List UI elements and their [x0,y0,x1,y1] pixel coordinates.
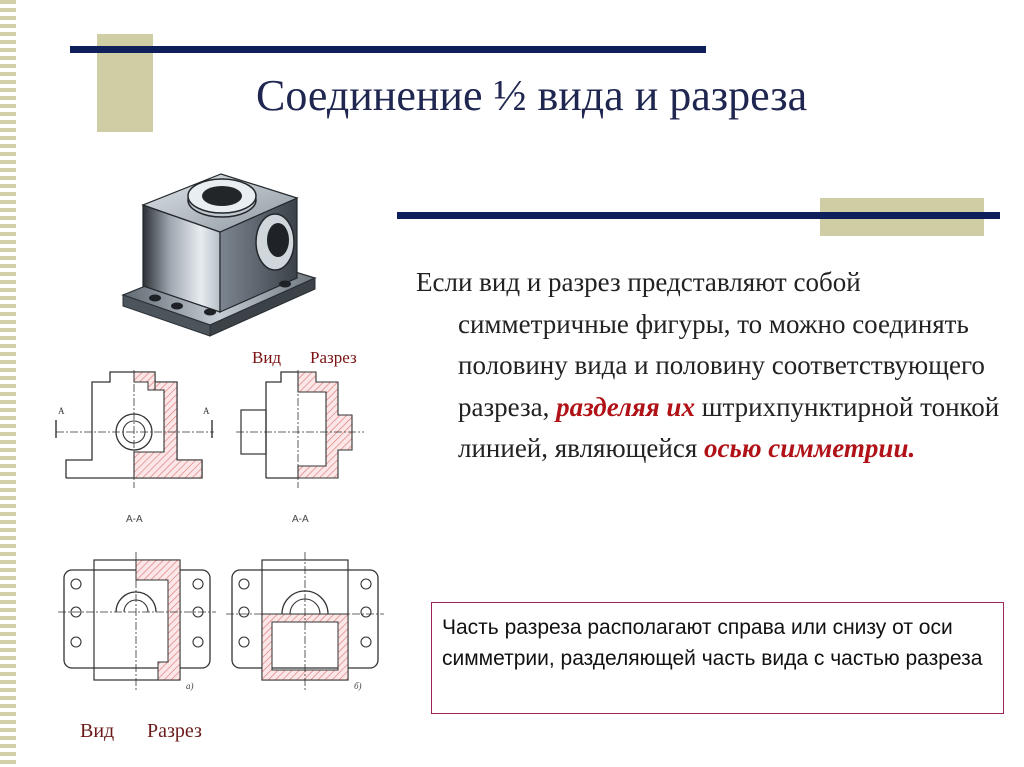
variant-b-mark: б) [354,681,362,691]
note-box: Часть разреза располагают справа или снизу от оси симметрии, разделяющей часть вида с частью разреза [431,602,1004,714]
body-emphasis-axis: осью симметрии [704,433,909,463]
isometric-part-illustration [115,160,325,345]
body-rule [397,212,1000,219]
slide-title: Соединение ½ вида и разреза [256,71,808,120]
section-mark-right: А [203,406,210,416]
top-view-label: Вид [252,348,282,367]
top-view-variant-a-drawing [58,552,218,697]
body-text-part-1: Если вид и разрез представляют собой симметричные фигуры, то можно соединять половину вида и половину соответствующего разреза, [416,267,985,422]
top-view-variant-b-drawing [226,552,386,697]
bottom-view-label: Вид [80,720,115,742]
side-view-half-section-drawing [236,370,366,495]
bottom-section-label: Разрез [147,720,202,742]
variant-a-mark: а) [186,681,194,691]
front-view-half-section-drawing [52,370,217,495]
top-section-label: Разрез [310,348,357,367]
section-caption-right: А-А [292,514,309,525]
title-rule [70,46,706,53]
body-text [416,262,1018,470]
section-mark-left: А [58,406,65,416]
body-emphasis-divide: разделяя их [556,391,695,422]
section-caption-left: А-А [126,514,143,525]
body-text-period: . [908,433,916,463]
body-text-part-2: штрихпунктирной тонкой линией, являющейся [458,391,1000,463]
left-stripe-decoration [0,0,16,767]
